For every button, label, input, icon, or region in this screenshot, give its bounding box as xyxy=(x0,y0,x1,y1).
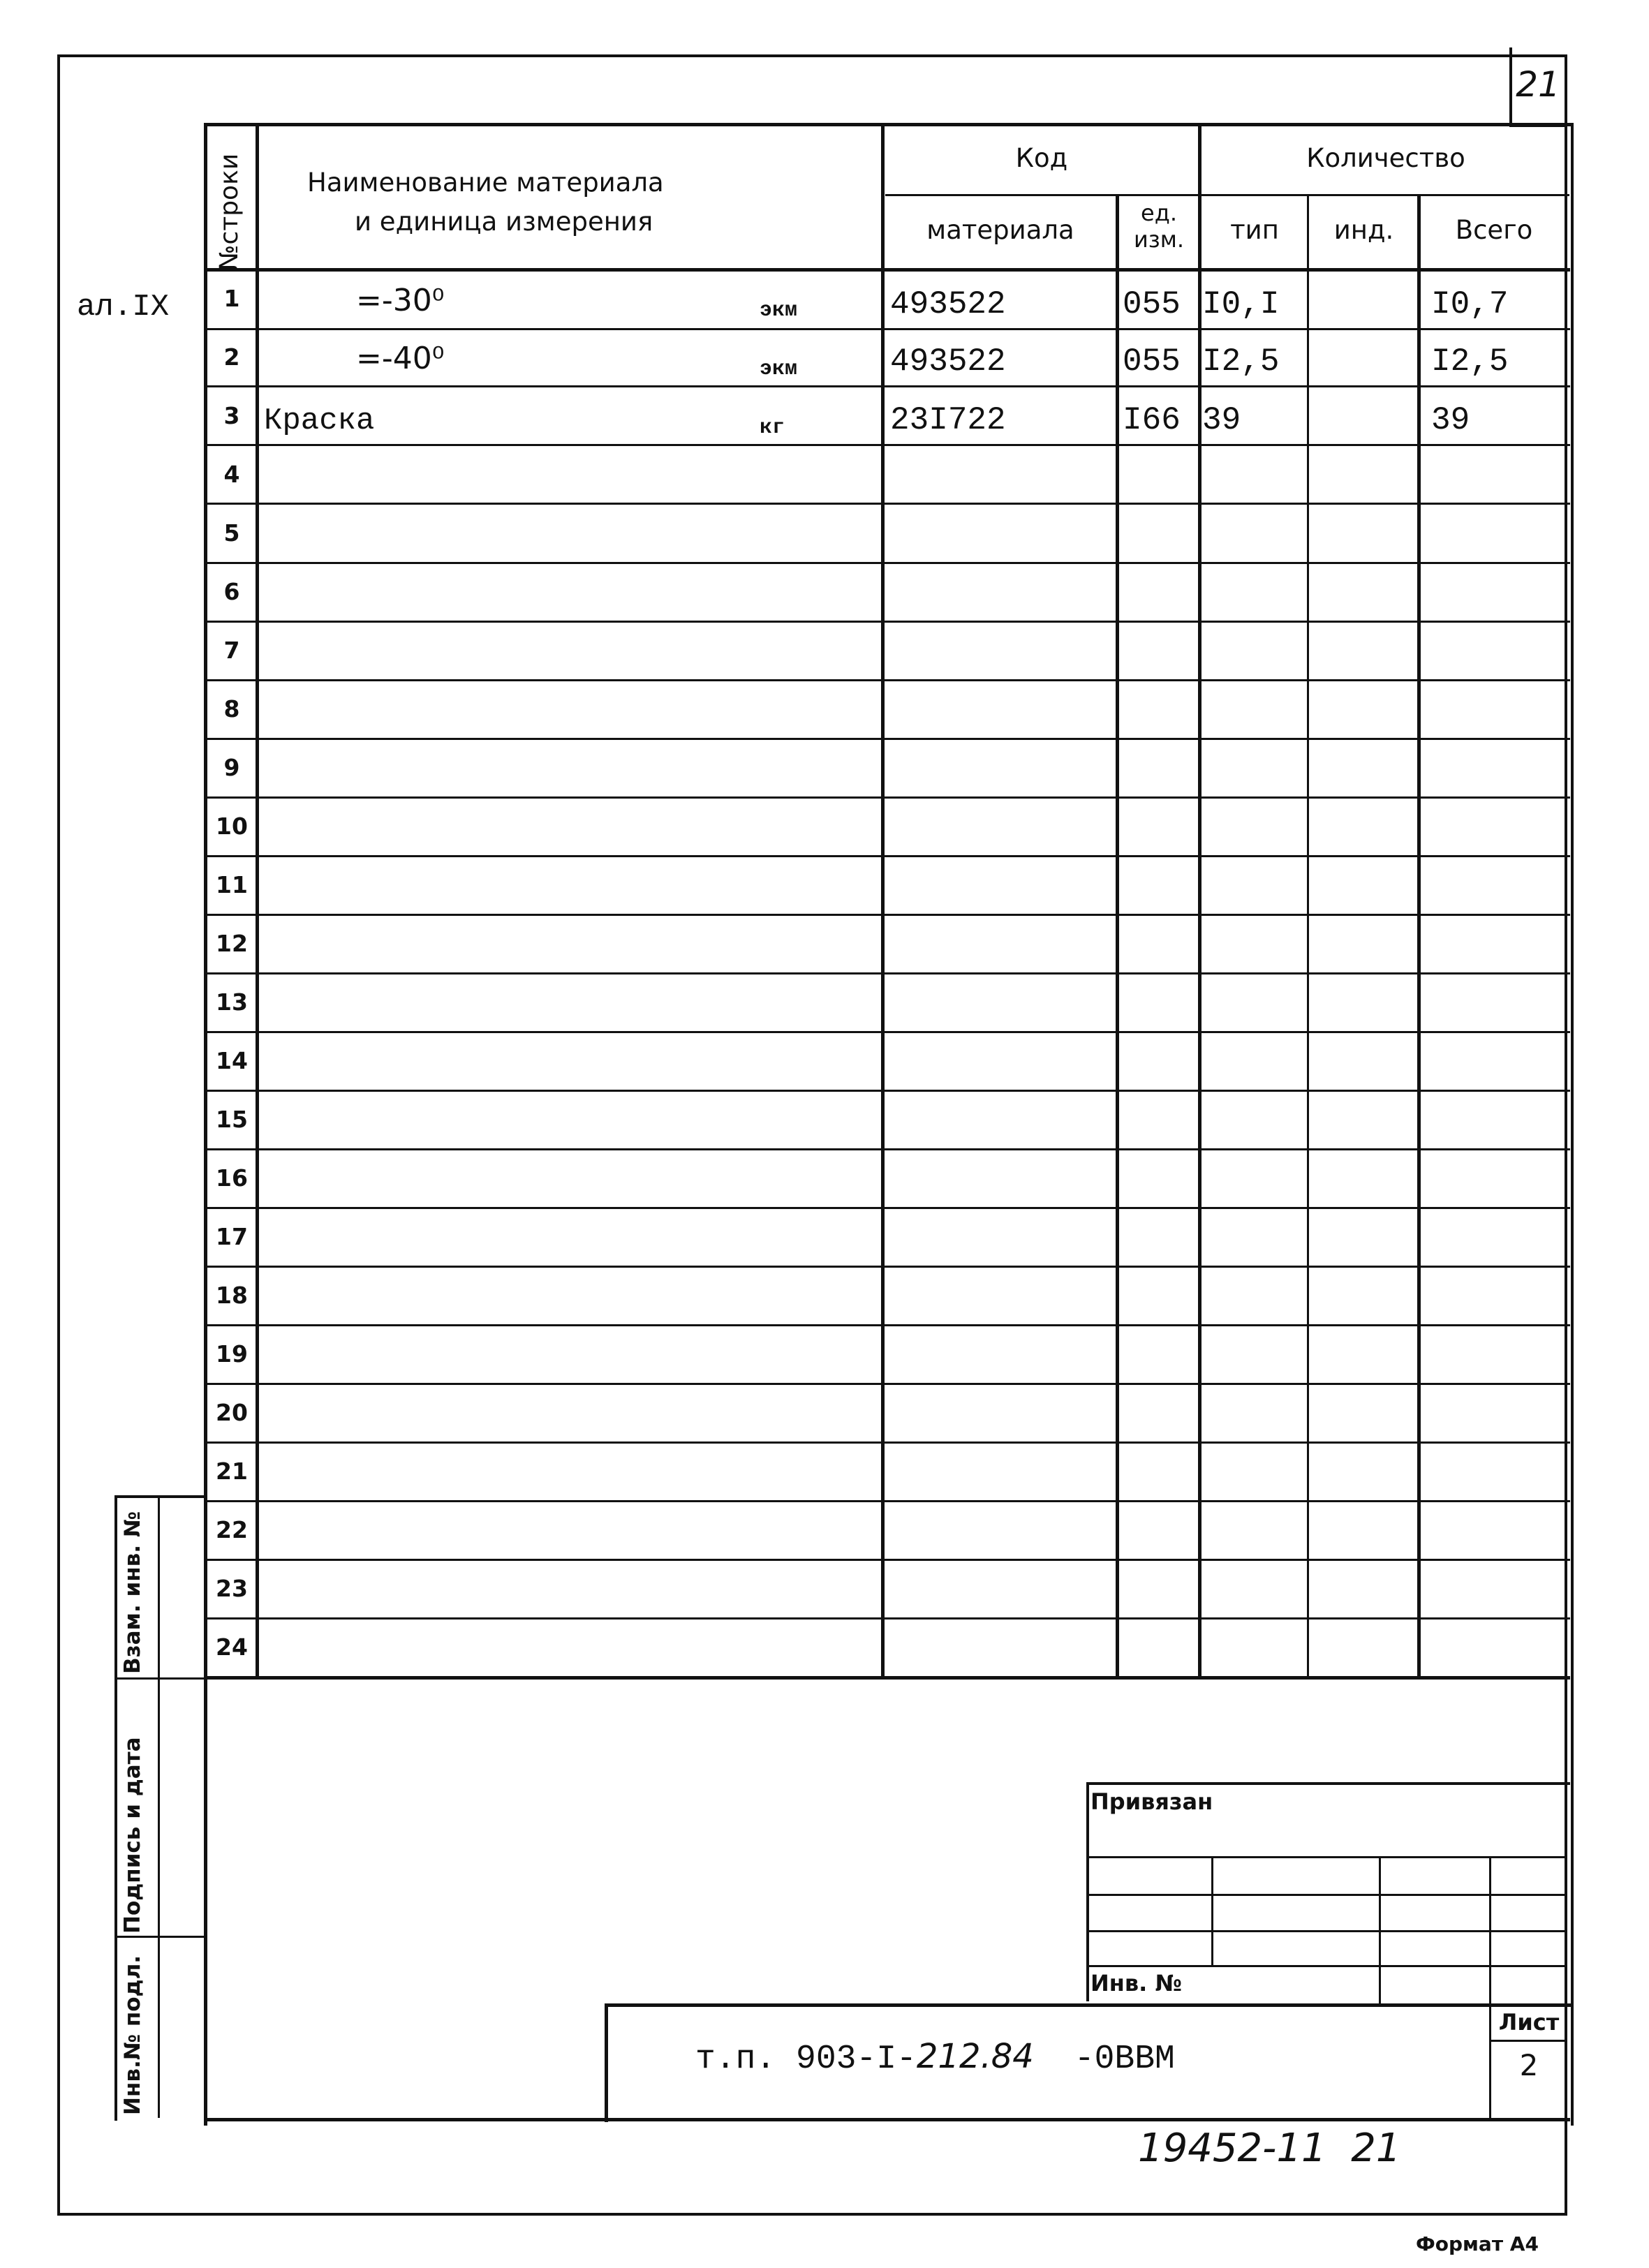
document-code xyxy=(695,2037,1175,2078)
total-quantity: 39 xyxy=(1431,402,1470,438)
row-number: 24 xyxy=(216,1633,248,1661)
row-number: 23 xyxy=(216,1575,248,1602)
material-unit: экм xyxy=(760,357,798,381)
material-name: =-30⁰ xyxy=(356,283,445,318)
material-code: 23I722 xyxy=(890,402,1006,438)
material-unit: кг xyxy=(760,416,785,440)
side-label-podpis: Подпись и дата xyxy=(120,1737,145,1934)
side-note: ал.IX xyxy=(77,290,170,325)
row-number: 3 xyxy=(223,402,240,429)
row-number: 2 xyxy=(223,343,240,371)
row-number: 19 xyxy=(216,1340,248,1368)
unit-code: 055 xyxy=(1123,286,1181,323)
name-header-line2: и единица измерения xyxy=(355,207,653,237)
document-code-suffix: -0ВВМ xyxy=(1074,2040,1175,2078)
side-label-inv-podl: Инв.№ подл. xyxy=(120,1955,145,2115)
row-number: 16 xyxy=(216,1164,248,1192)
unit-code: I66 xyxy=(1123,402,1181,438)
document-code-handwritten: 212.84 xyxy=(916,2037,1034,2076)
row-number: 18 xyxy=(216,1282,248,1309)
total-quantity: I0,7 xyxy=(1431,286,1509,323)
row-number: 6 xyxy=(223,578,240,605)
row-number-header: №строки xyxy=(215,153,244,271)
material-code: 493522 xyxy=(890,286,1006,323)
type-header: тип xyxy=(1230,215,1279,245)
material-name: =-40⁰ xyxy=(356,341,445,376)
row-number: 13 xyxy=(216,988,248,1016)
total-quantity: I2,5 xyxy=(1431,343,1509,380)
row-number: 17 xyxy=(216,1223,248,1250)
row-number: 7 xyxy=(223,637,240,664)
code-header: Код xyxy=(1015,143,1068,173)
type-quantity: I2,5 xyxy=(1202,343,1280,380)
row-number: 9 xyxy=(223,754,240,781)
ind-header: инд. xyxy=(1333,215,1394,245)
material-unit: экм xyxy=(760,299,798,323)
quantity-header: Количество xyxy=(1306,143,1465,173)
privyazan-box xyxy=(1086,1782,1570,2001)
type-quantity: 39 xyxy=(1202,402,1241,438)
row-number: 5 xyxy=(223,519,240,547)
row-number: 1 xyxy=(223,285,240,312)
row-number: 22 xyxy=(216,1516,248,1543)
row-number: 15 xyxy=(216,1106,248,1133)
document-code-prefix: т.п. 903-I- xyxy=(695,2040,917,2078)
type-quantity: I0,I xyxy=(1202,286,1280,323)
row-number: 10 xyxy=(216,813,248,840)
row-number: 12 xyxy=(216,930,248,957)
sheet-number: 2 xyxy=(1519,2048,1539,2082)
sheet-label: Лист xyxy=(1498,2009,1560,2036)
inv-no-label: Инв. № xyxy=(1090,1970,1182,1996)
row-number: 20 xyxy=(216,1399,248,1426)
material-header: материала xyxy=(926,215,1074,245)
unit-code: 055 xyxy=(1123,343,1181,380)
privyazan-label: Привязан xyxy=(1090,1788,1213,1815)
name-header-line1: Наименование материала xyxy=(307,168,664,198)
row-number: 4 xyxy=(223,461,240,488)
format-label: Формат А4 xyxy=(1416,2232,1539,2255)
row-number: 11 xyxy=(216,871,248,898)
total-header: Всего xyxy=(1455,215,1533,245)
side-label-vzam: Взам. инв. № xyxy=(120,1511,145,1674)
row-number: 14 xyxy=(216,1047,248,1074)
handwritten-number: 19452-11 21 xyxy=(1138,2126,1401,2171)
page-number: 21 xyxy=(1516,64,1560,105)
material-code: 493522 xyxy=(890,343,1006,380)
material-name: Краска xyxy=(264,403,375,438)
unit-header: ед. изм. xyxy=(1133,200,1185,253)
row-number: 8 xyxy=(223,695,240,722)
row-number: 21 xyxy=(216,1458,248,1485)
